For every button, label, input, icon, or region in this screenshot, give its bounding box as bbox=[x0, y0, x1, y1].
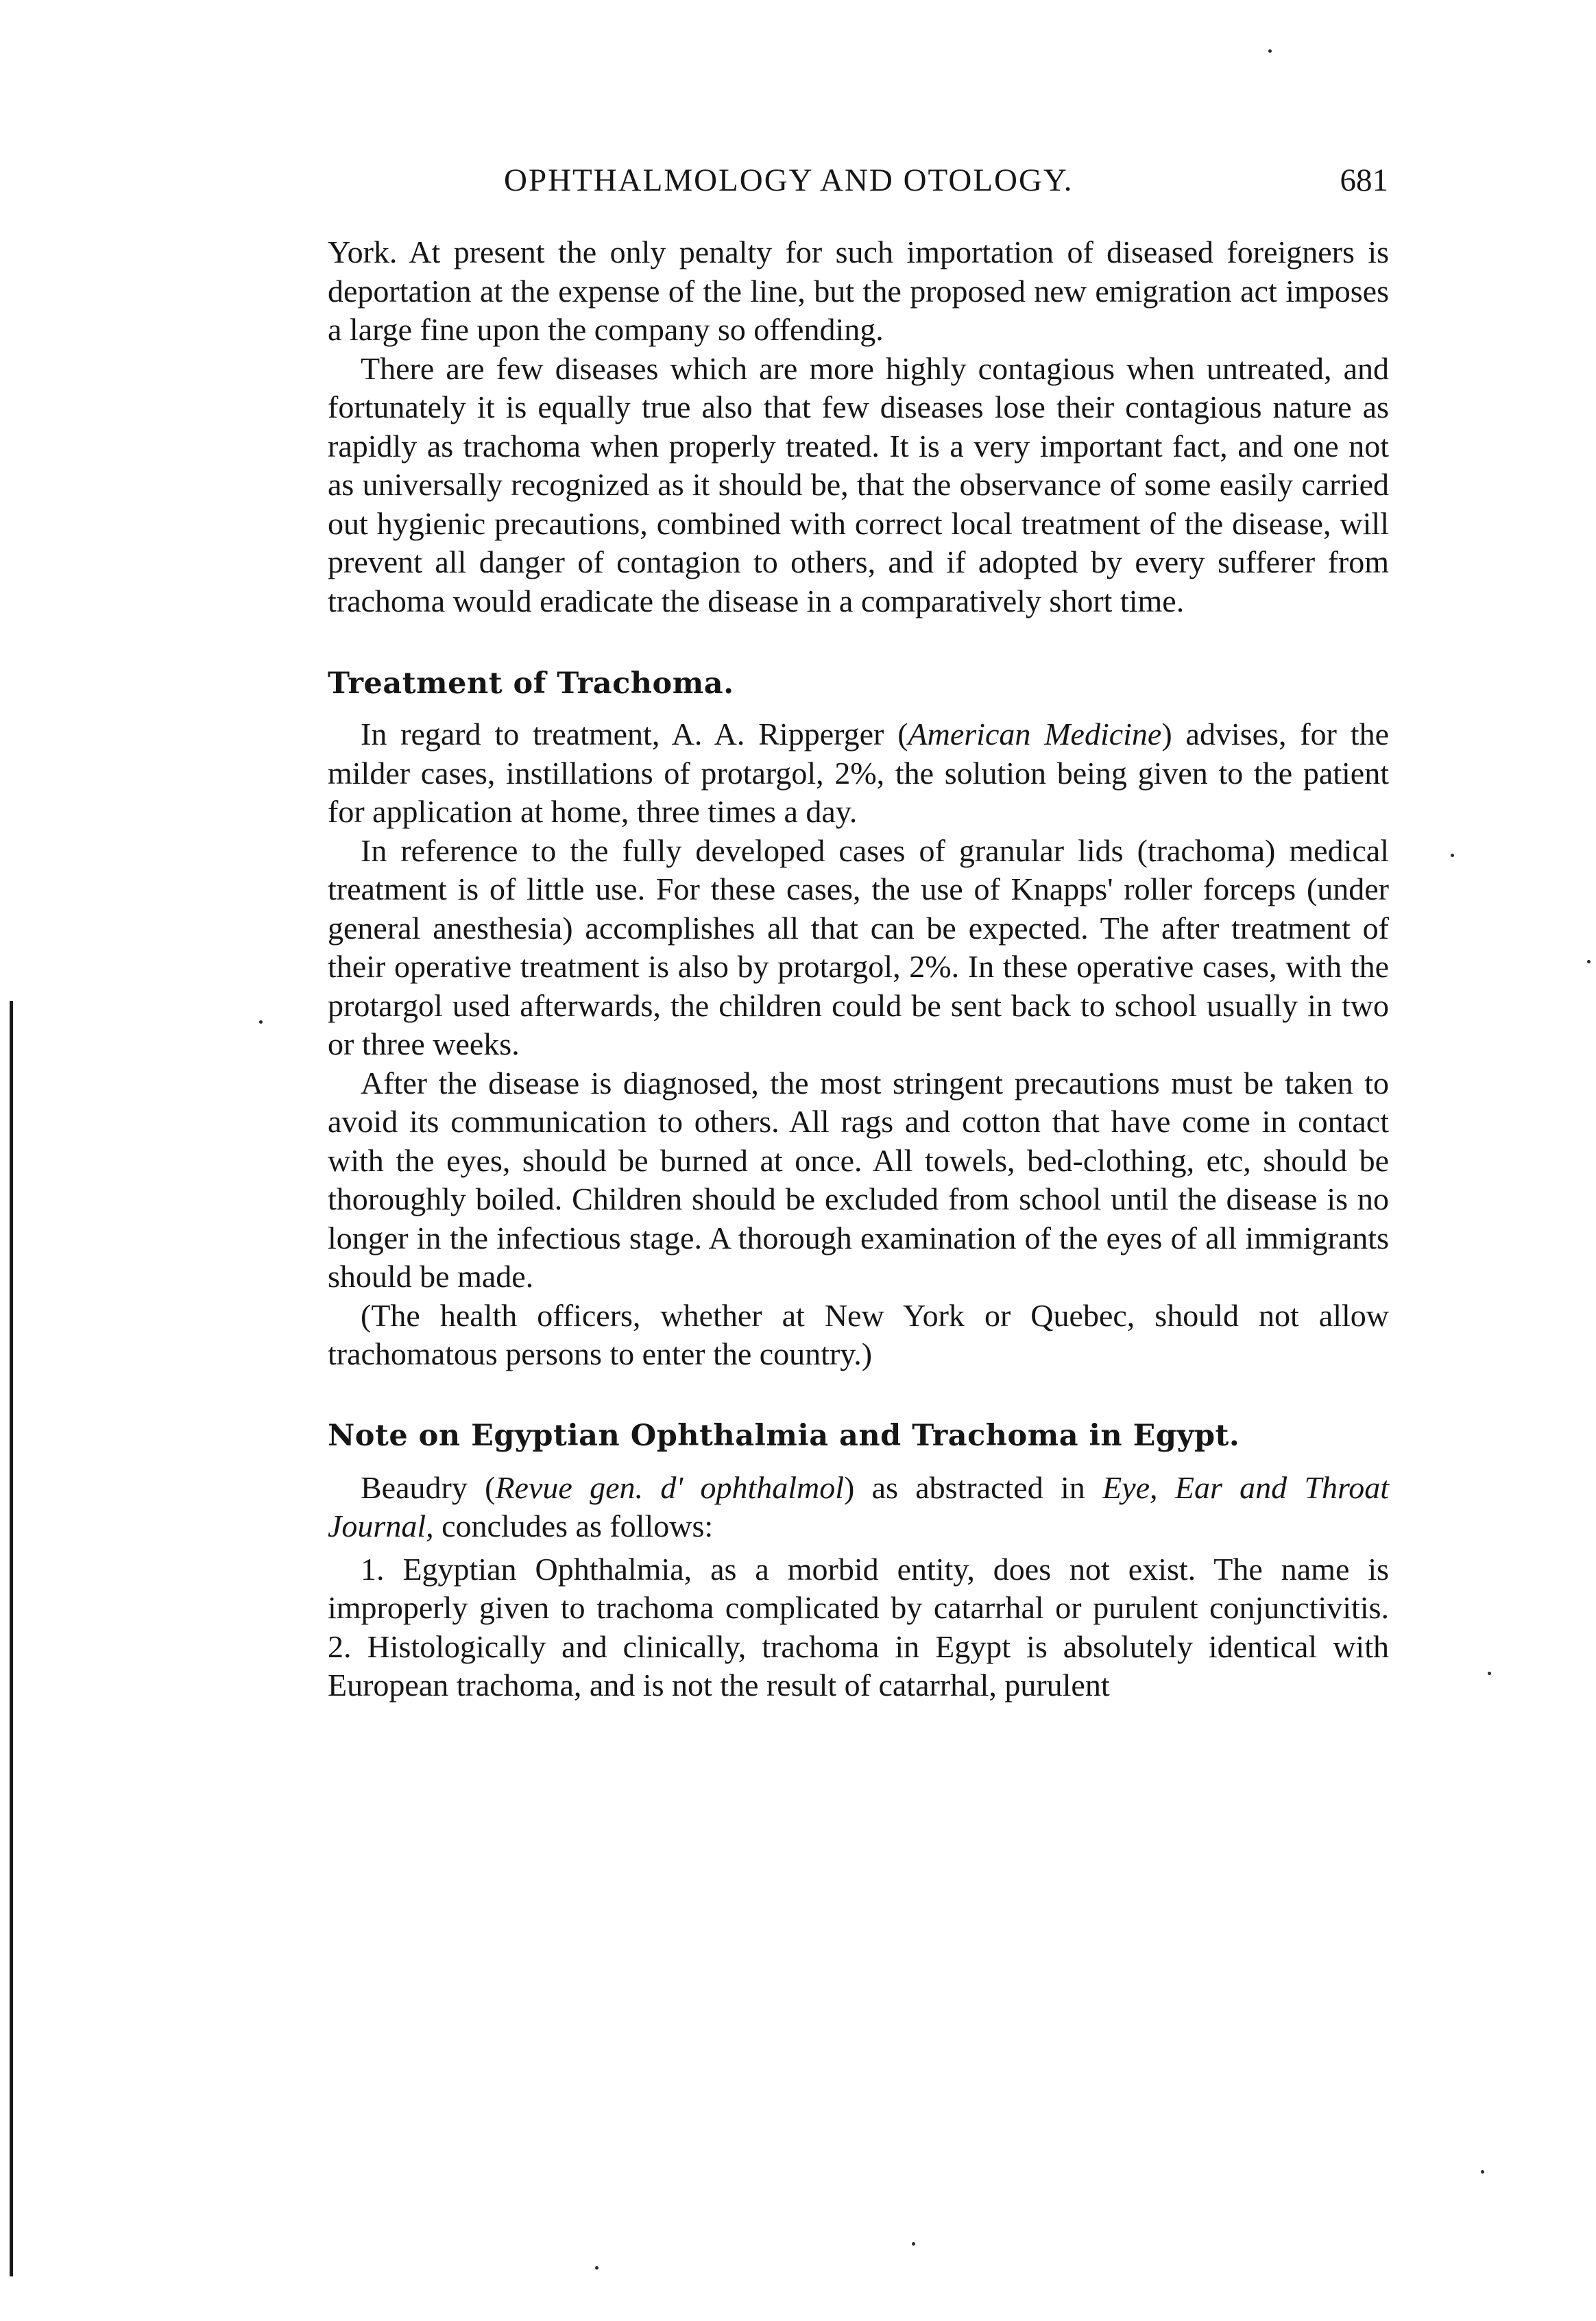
paragraph-precautions: After the disease is diagnosed, the most stringent precautions must be taken to avoid its communication to others. All rags and cotton that have come in contact with the eyes, should be burned at once. All towels, bed-clothing, etc, should be thoroughly boiled. Children should be excluded from school until the disease is no longer in the infectious stage. A thorough examination of the eyes of all immigrants should be made. bbox=[328, 1065, 1389, 1294]
text-run: Beaudry ( bbox=[361, 1469, 496, 1505]
scan-speck bbox=[1451, 854, 1454, 857]
paragraph-granular-lids: In reference to the fully developed cases of granular lids (trachoma) medical treatment is of little use. For these cases, the use of Knapps' roller forceps (under general anesthesia) accomplishes all that can be expected. The after treatment of their operative treatment is also by protargol, 2%. In these operative cases, with the protargol used afterwards, the children could be sent back to school usually in two or three weeks. bbox=[328, 832, 1389, 1061]
scan-speck bbox=[1587, 960, 1591, 963]
scan-speck bbox=[595, 2266, 598, 2270]
text-run: concludes as follows: bbox=[433, 1508, 714, 1543]
page-number: 681 bbox=[1340, 163, 1388, 198]
scan-speck bbox=[912, 2242, 915, 2246]
paragraph-conclusions: 1. Egyptian Ophthalmia, as a morbid entity, does not exist. The name is improperly given to trachoma complicated by catarrhal or purulent conjunctivitis. 2. Histologically and clinically, trachoma in Egypt is absolutely identical with European trachoma, and is not the result of catarrhal, purulent bbox=[328, 1551, 1389, 1703]
spacer bbox=[328, 1456, 1389, 1469]
paragraph-contagion: There are few diseases which are more highly contagious when untreated, and fortunately it is equally true also that few diseases lose their contagious nature as rapidly as trachoma when properly treated. It is a very important fact, and one not as universally recognized as it should be, that the observance of some easily carried out hygienic precautions, combined with correct local treatment of the disease, will prevent all danger of contagion to others, and if adopted by every sufferer from trachoma would eradicate the disease in a comparatively short time. bbox=[328, 350, 1389, 618]
journal-title: Revue gen. d' ophthalmol bbox=[495, 1469, 845, 1505]
paragraph-ripperger bbox=[328, 715, 1389, 832]
scan-speck bbox=[1481, 2170, 1484, 2174]
scan-margin-line bbox=[10, 1001, 13, 2276]
page-header bbox=[329, 162, 1388, 203]
section-heading-egyptian: Note on Egyptian Ophthalmia and Trachoma in Egypt. bbox=[328, 1418, 1240, 1453]
scan-speck bbox=[259, 1020, 263, 1024]
page-body bbox=[328, 233, 1389, 1705]
scan-speck bbox=[1268, 49, 1272, 53]
text-run: ) advises, for the milder cases, instillations of protargol, 2%, the solution being given to the patient for application at home, three times a day. bbox=[328, 717, 1389, 829]
journal-title: Eye, Ear and Throat Journal, bbox=[328, 1469, 1389, 1543]
spacer bbox=[328, 704, 1389, 715]
paragraph-continuation: York. At present the only penalty for such importation of diseased foreigners is deportation at the expense of the line, but the proposed new emigration act imposes a large fine upon the company so offending. bbox=[328, 234, 1389, 347]
journal-title: American Medicine bbox=[908, 717, 1162, 751]
paragraph-health-officers: (The health officers, whether at New York or Quebec, should not allow trachomatous persons to enter the country.) bbox=[328, 1297, 1389, 1371]
spacer bbox=[328, 1374, 1389, 1415]
spacer bbox=[328, 621, 1389, 663]
section-heading-treatment: Treatment of Trachoma. bbox=[328, 666, 734, 701]
text-run: ) as abstracted in bbox=[844, 1469, 1103, 1505]
running-head: OPHTHALMOLOGY AND OTOLOGY. bbox=[504, 163, 1074, 198]
paragraph-beaudry bbox=[328, 1469, 1389, 1546]
text-run: In regard to treatment, A. A. Ripperger ( bbox=[361, 717, 908, 751]
scan-speck bbox=[1488, 1672, 1491, 1675]
